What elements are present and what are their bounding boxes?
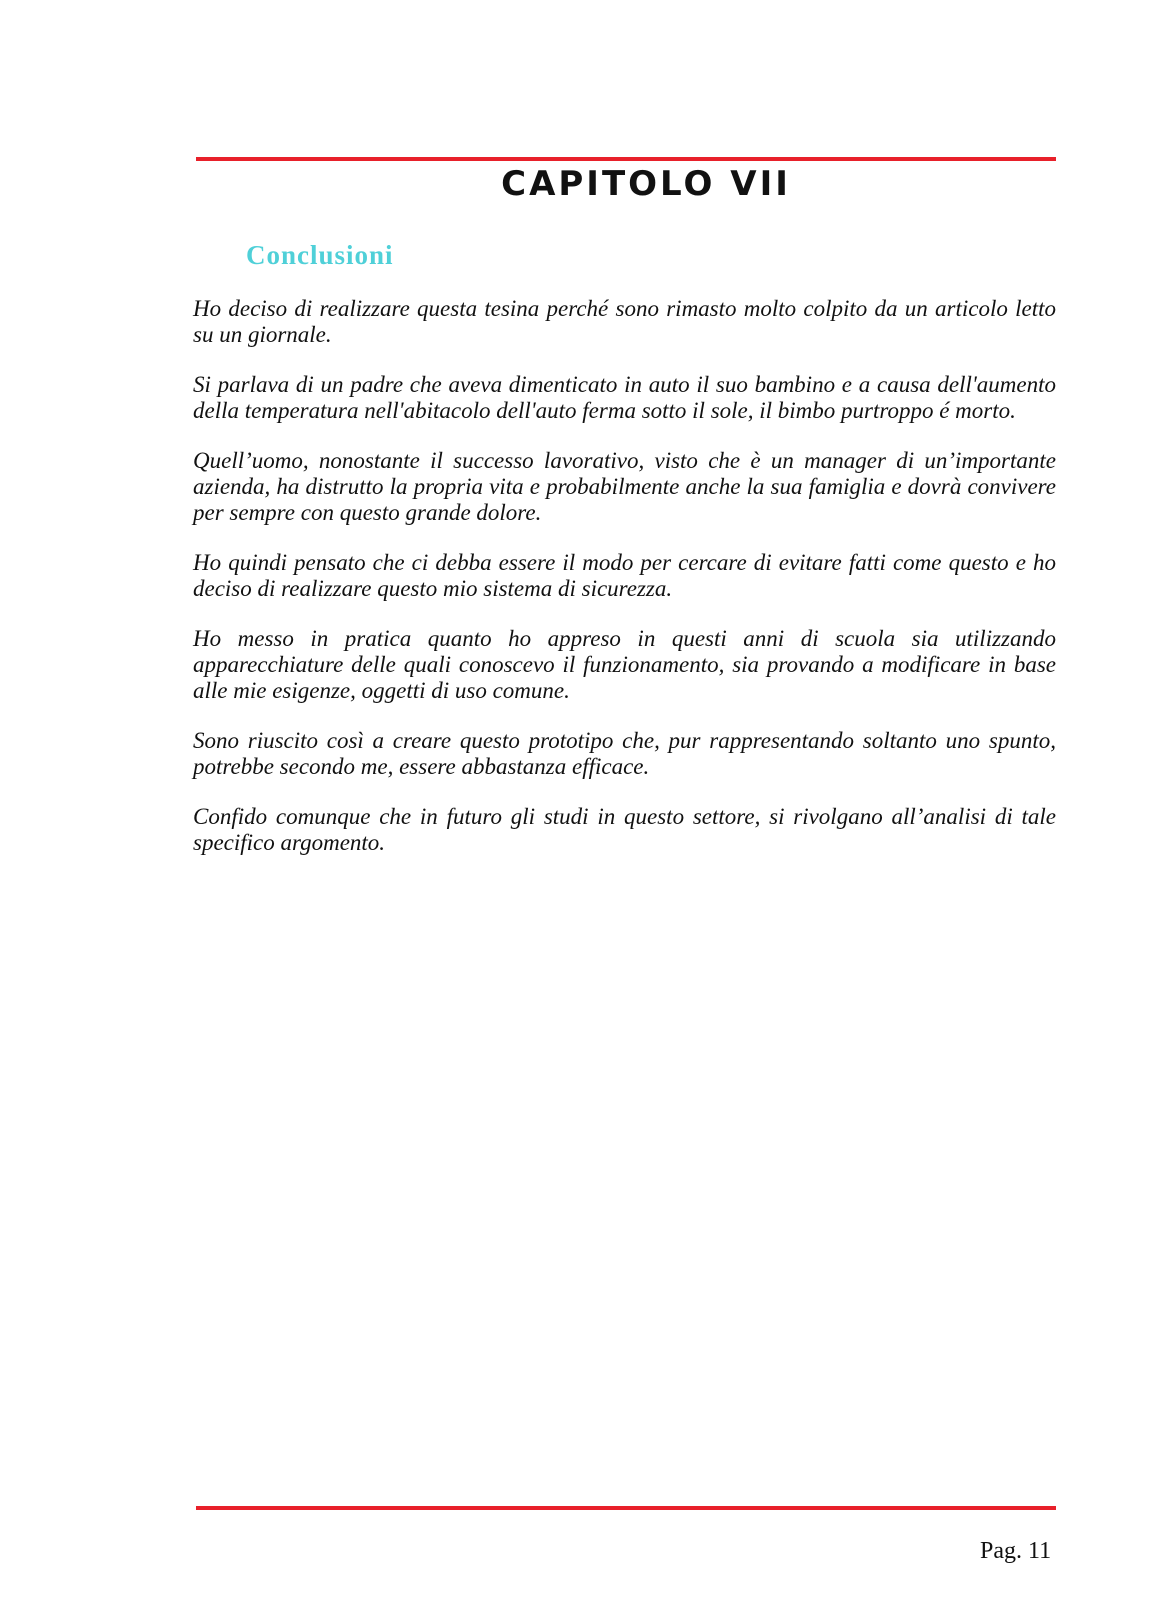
- section-title: Conclusioni: [246, 240, 394, 270]
- body-text: [193, 296, 1056, 880]
- paragraph: Ho deciso di realizzare questa tesina perché sono rimasto molto colpito da un articolo letto su un giornale.: [193, 296, 1056, 347]
- paragraph: Sono riuscito così a creare questo prototipo che, pur rappresentando soltanto uno spunto, potrebbe secondo me, essere abbastanza efficace.: [193, 728, 1056, 779]
- paragraph: Quell’uomo, nonostante il successo lavorativo, visto che è un manager di un’importante azienda, ha distrutto la propria vita e probabilmente anche la sua famiglia e dovrà convivere per sempre con questo grande dolore.: [193, 448, 1056, 525]
- chapter-title: CAPITOLO VII: [501, 164, 791, 204]
- paragraph: Ho messo in pratica quanto ho appreso in questi anni di scuola sia utilizzando apparecchiature delle quali conoscevo il funzionamento, sia provando a modificare in base alle mie esigenze, oggetti di uso comune.: [193, 626, 1056, 703]
- paragraph: Confido comunque che in futuro gli studi in questo settore, si rivolgano all’analisi di tale specifico argomento.: [193, 804, 1056, 855]
- page-number: Pag. 11: [980, 1538, 1052, 1564]
- paragraph: Si parlava di un padre che aveva dimenticato in auto il suo bambino e a causa dell'aumento della temperatura nell'abitacolo dell'auto ferma sotto il sole, il bimbo purtroppo é morto.: [193, 372, 1056, 423]
- bottom-red-rule: [196, 1506, 1056, 1510]
- paragraph: Ho quindi pensato che ci debba essere il modo per cercare di evitare fatti come questo e ho deciso di realizzare questo mio sistema di sicurezza.: [193, 550, 1056, 601]
- top-red-rule: [196, 157, 1056, 161]
